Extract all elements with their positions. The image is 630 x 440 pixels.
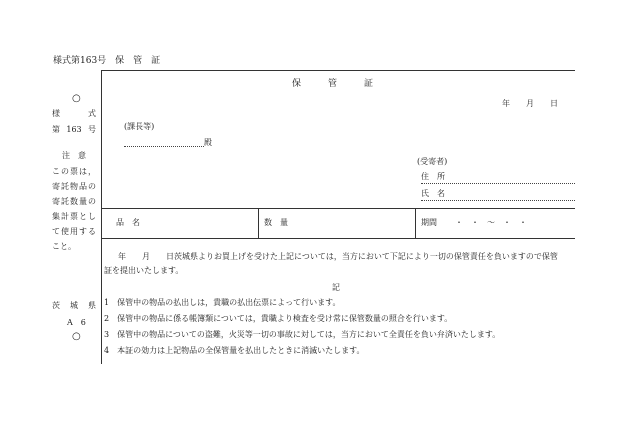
top-border	[101, 70, 575, 71]
table-top-border	[101, 208, 575, 209]
clause-4: 4 本証の効力は上記物品の全保管量を払出したときに消滅いたします。	[104, 346, 365, 355]
note-title: 注 意	[62, 151, 86, 160]
address-line	[421, 183, 575, 184]
statement-line-2: 証を提出いたします。	[104, 266, 184, 275]
column-quantity: 数 量	[264, 218, 288, 227]
side-prefecture: 茨城県	[52, 301, 96, 310]
form-label: 様式第163号 保 管 証	[53, 56, 161, 66]
addressee-role: (課長等)	[124, 122, 155, 131]
clause-1: 1 保管中の物品の払出しは，貴職の払出伝票によって行います。	[104, 298, 341, 307]
left-border	[101, 70, 102, 364]
punch-hole-mark-top: ○	[72, 93, 81, 104]
ki-heading: 記	[332, 283, 340, 292]
punch-hole-mark-bottom: ○	[72, 331, 81, 342]
name-line	[421, 200, 575, 201]
side-form-word: 様 式	[52, 109, 96, 118]
table-divider-1	[258, 208, 259, 238]
column-item-name: 品 名	[116, 218, 140, 227]
addressee-line	[124, 146, 204, 147]
side-form-number: 第163号	[52, 125, 96, 134]
recipient-label: (受寄者)	[417, 157, 448, 166]
period-marks: ・ ・ ～ ・ ・	[455, 218, 527, 227]
name-label: 氏 名	[421, 189, 445, 198]
note-text: この票は，寄託物品の寄託数量の集計票として使用すること。	[52, 167, 96, 251]
table-bottom-border	[101, 238, 575, 239]
clause-3: 3 保管中の物品についての盗難，火災等一切の事故に対しては，当方において全責任を負い弁済いたします。	[104, 330, 501, 339]
address-label: 住 所	[421, 172, 445, 181]
honorific: 殿	[204, 138, 212, 147]
side-size: A 6	[67, 318, 86, 327]
clause-2: 2 保管中の物品に係る帳簿類については，貴職より検査を受け常に保管数量の照合を行います。	[104, 314, 453, 323]
statement-line-1: 年 月 日茨城県よりお買上げを受けた上記については，当方において下記により一切の保管責任を負いますので保管	[118, 252, 558, 261]
table-divider-2	[415, 208, 416, 238]
column-period: 期間	[421, 218, 437, 227]
document-title: 保 管 証	[292, 79, 374, 89]
date-line: 年 月 日	[502, 99, 558, 108]
